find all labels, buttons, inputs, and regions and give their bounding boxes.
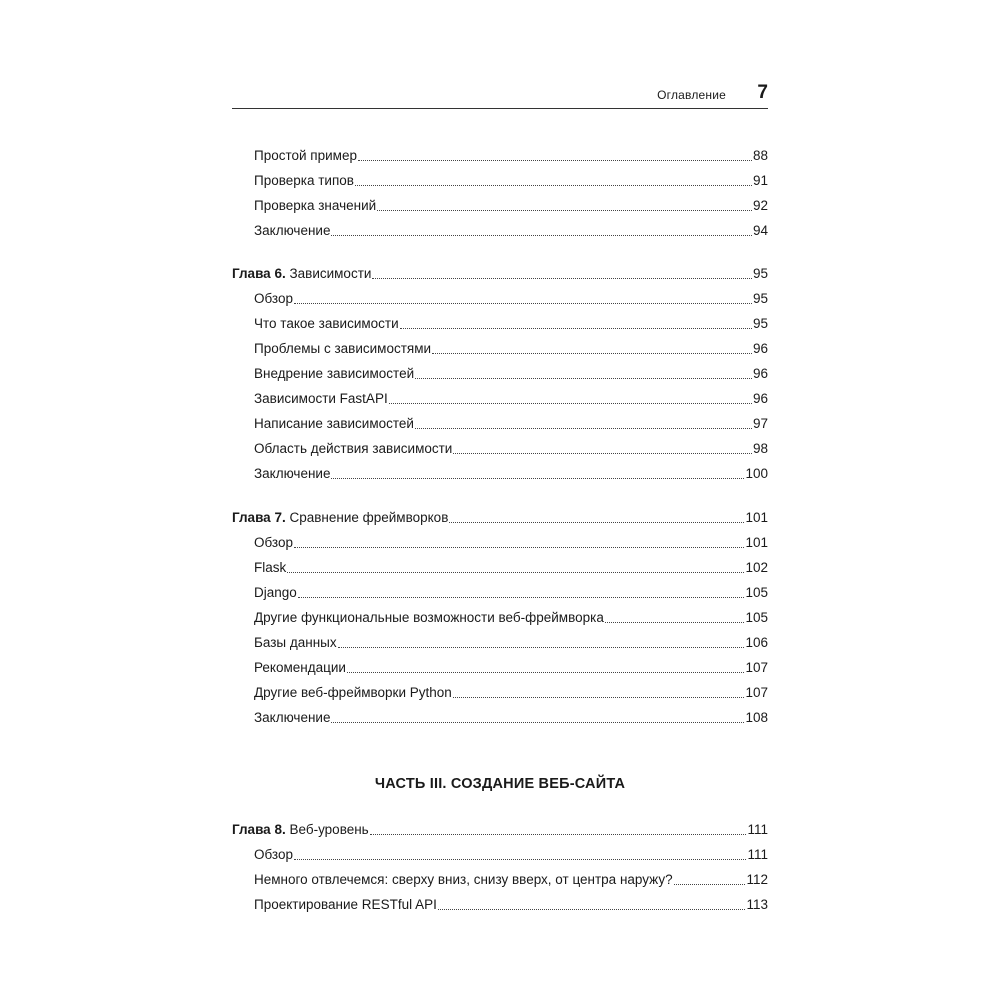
toc-entry-label: Обзор: [254, 847, 293, 862]
toc-chapter-7[interactable]: [232, 508, 768, 528]
dot-leader: [372, 275, 752, 279]
dot-leader: [432, 350, 752, 354]
toc-chapter-6[interactable]: [232, 264, 768, 284]
toc-entry[interactable]: [254, 583, 768, 603]
toc-entry-label: Область действия зависимости: [254, 441, 453, 456]
toc-entry[interactable]: [254, 558, 768, 578]
header-divider: [232, 108, 768, 109]
dot-leader: [331, 232, 751, 236]
toc-entry-page: 111: [747, 822, 768, 837]
toc-entry-label: Написание зависимостей: [254, 416, 414, 431]
part-title: ЧАСТЬ III. СОЗДАНИЕ ВЕБ-САЙТА: [374, 776, 626, 792]
toc-entry-page: 91: [752, 173, 768, 188]
toc-entry-page: 107: [745, 660, 768, 675]
toc-entry[interactable]: [254, 389, 768, 409]
dot-leader: [674, 881, 746, 885]
toc-entry[interactable]: [254, 708, 768, 728]
toc-entry-label: Обзор: [254, 535, 293, 550]
toc-entry-page: 97: [752, 416, 768, 431]
toc-entry-label: Зависимости FastAPI: [254, 391, 388, 406]
dot-leader: [294, 300, 752, 304]
running-header-title: Оглавление: [657, 88, 726, 102]
dot-leader: [347, 669, 745, 673]
toc-entry-label: Заключение: [254, 466, 331, 481]
toc-entry-page: 96: [752, 341, 768, 356]
toc-entry-page: 106: [745, 635, 768, 650]
chapter-number: Глава 6.: [232, 266, 286, 281]
toc-entry-label: Flask: [254, 560, 287, 575]
toc-entry-page: 95: [752, 266, 768, 281]
toc-entry-label: Рекомендации: [254, 660, 346, 675]
toc-entry[interactable]: [254, 608, 768, 628]
dot-leader: [400, 325, 752, 329]
dot-leader: [453, 694, 745, 698]
toc-entry-page: 101: [745, 510, 768, 525]
toc-entry[interactable]: [254, 870, 768, 890]
dot-leader: [358, 157, 752, 161]
dot-leader: [377, 207, 752, 211]
toc-entry-page: 96: [752, 366, 768, 381]
toc-entry-page: 107: [745, 685, 768, 700]
toc-entry-label: Что такое зависимости: [254, 316, 399, 331]
toc-entry[interactable]: [254, 364, 768, 384]
toc-entry[interactable]: [254, 683, 768, 703]
toc-entry-page: 108: [745, 710, 768, 725]
toc-entry[interactable]: [254, 439, 768, 459]
toc-entry-label: Заключение: [254, 710, 331, 725]
toc-entry-label: Простой пример: [254, 148, 357, 163]
dot-leader: [298, 594, 745, 598]
dot-leader: [449, 519, 744, 523]
toc-entry-label: Обзор: [254, 291, 293, 306]
toc-entry-label: Проектирование RESTful API: [254, 897, 437, 912]
toc-entry[interactable]: [254, 845, 768, 865]
toc-entry-label: Проверка значений: [254, 198, 377, 213]
dot-leader: [453, 450, 752, 454]
dot-leader: [438, 906, 746, 910]
toc-entry-label: Немного отвлечемся: сверху вниз, снизу вверх, от центра наружу?: [254, 872, 673, 887]
toc-entry[interactable]: [254, 221, 768, 241]
toc-entry-label: Базы данных: [254, 635, 337, 650]
toc-entry-page: 100: [745, 466, 768, 481]
toc-entry-page: 105: [745, 610, 768, 625]
toc-entry[interactable]: [254, 196, 768, 216]
toc-entry-label: Другие функциональные возможности веб-фреймворка: [254, 610, 604, 625]
toc-entry-page: 96: [752, 391, 768, 406]
toc-entry[interactable]: [254, 658, 768, 678]
toc-entry-label: Другие веб-фреймворки Python: [254, 685, 452, 700]
toc-entry[interactable]: [254, 289, 768, 309]
dot-leader: [355, 182, 752, 186]
toc-entry-page: 112: [746, 872, 768, 887]
toc-chapter-8[interactable]: [232, 820, 768, 840]
toc-entry[interactable]: [254, 146, 768, 166]
page-number: 7: [757, 82, 768, 103]
dot-leader: [294, 856, 746, 860]
dot-leader: [287, 569, 744, 573]
dot-leader: [389, 400, 752, 404]
toc-entry-page: 95: [752, 291, 768, 306]
toc-entry-page: 105: [745, 585, 768, 600]
chapter-title: Сравнение фреймворков: [289, 510, 449, 525]
chapter-number: Глава 8.: [232, 822, 286, 837]
chapter-number: Глава 7.: [232, 510, 286, 525]
toc-entry[interactable]: [254, 533, 768, 553]
toc-entry[interactable]: [254, 633, 768, 653]
toc-entry-page: 92: [752, 198, 768, 213]
toc-entry-page: 98: [752, 441, 768, 456]
toc-entry-label: Django: [254, 585, 297, 600]
toc-entry-label: Заключение: [254, 223, 331, 238]
toc-entry-page: 101: [745, 535, 768, 550]
dot-leader: [331, 475, 744, 479]
dot-leader: [331, 719, 744, 723]
toc-entry[interactable]: [254, 414, 768, 434]
toc-entry-page: 94: [752, 223, 768, 238]
toc-entry-label: Проблемы с зависимостями: [254, 341, 432, 356]
toc-entry-label: Внедрение зависимостей: [254, 366, 415, 381]
dot-leader: [338, 644, 745, 648]
dot-leader: [370, 831, 747, 835]
toc-entry[interactable]: [254, 339, 768, 359]
toc-entry-label: Проверка типов: [254, 173, 354, 188]
dot-leader: [415, 375, 752, 379]
toc-entry[interactable]: [254, 171, 768, 191]
toc-entry[interactable]: [254, 314, 768, 334]
toc-entry[interactable]: [254, 895, 768, 915]
toc-entry-page: 102: [745, 560, 768, 575]
dot-leader: [415, 425, 752, 429]
toc-entry-page: 88: [752, 148, 768, 163]
toc-entry-page: 95: [752, 316, 768, 331]
toc-entry-page: 113: [746, 897, 768, 912]
toc-entry[interactable]: [254, 464, 768, 484]
chapter-title: Веб-уровень: [289, 822, 369, 837]
running-header: [232, 82, 768, 108]
dot-leader: [605, 619, 745, 623]
toc-entry-page: 111: [747, 847, 768, 862]
dot-leader: [294, 544, 744, 548]
chapter-title: Зависимости: [289, 266, 372, 281]
